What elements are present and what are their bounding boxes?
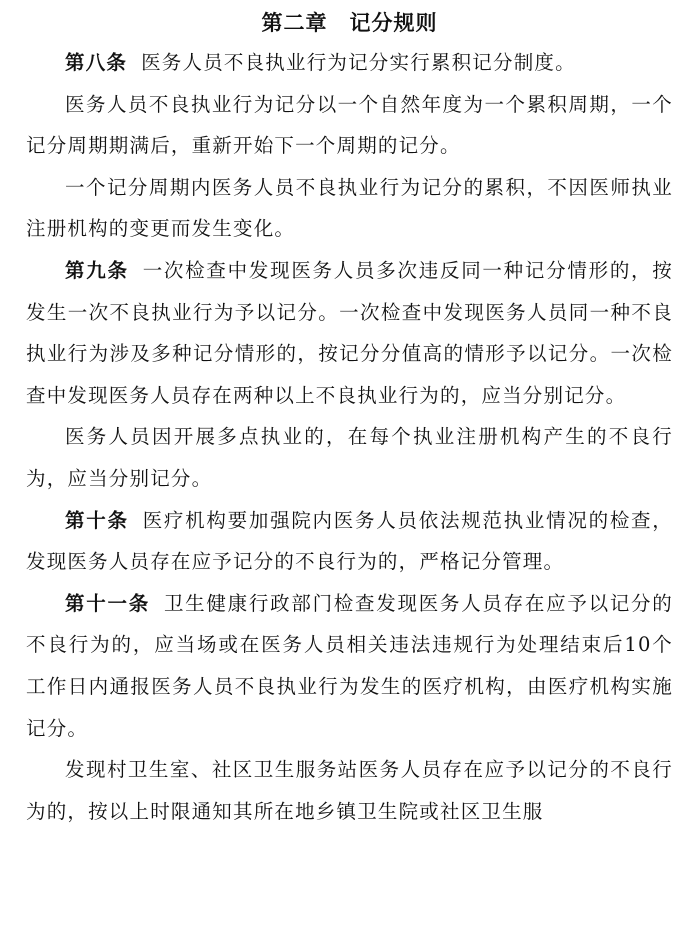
paragraph xyxy=(26,416,673,499)
article-label: 第八条 xyxy=(65,51,128,74)
chapter-title xyxy=(26,8,673,38)
article-label: 第十一条 xyxy=(65,591,150,615)
paragraph-text: 一次检查中发现医务人员多次违反同一种记分情形的，按发生一次不良执业行为予以记分。一次检查中发现医务人员同一种不良执业行为涉及多种记分情形的，按记分分值高的情形予以记分。一次检查中发现医务人员存在两种以上不良执业行为的，应当分别记分。 xyxy=(26,258,673,407)
article-label: 第十条 xyxy=(65,508,129,532)
paragraph xyxy=(26,749,673,832)
paragraph-article-11 xyxy=(26,583,673,749)
paragraph-text: 卫生健康行政部门检查发现医务人员存在应予以记分的不良行为的，应当场或在医务人员相关违法违规行为处理结束后10个工作日内通报医务人员不良执业行为发生的医疗机构，由医疗机构实施记分。 xyxy=(26,591,673,740)
paragraph-article-10 xyxy=(26,500,673,583)
paragraph xyxy=(26,167,673,250)
paragraph-text: 医务人员不良执业行为记分以一个自然年度为一个累积周期，一个记分周期期满后，重新开始下一个周期的记分。 xyxy=(26,92,673,158)
paragraph-text: 一个记分周期内医务人员不良执业行为记分的累积，不因医师执业注册机构的变更而发生变化。 xyxy=(26,175,673,241)
paragraph-text: 医疗机构要加强院内医务人员依法规范执业情况的检查，发现医务人员存在应予记分的不良行为的，严格记分管理。 xyxy=(26,508,673,574)
chapter-name: 记分规则 xyxy=(349,11,438,35)
paragraph-text: 医务人员因开展多点执业的，在每个执业注册机构产生的不良行为，应当分别记分。 xyxy=(26,425,673,490)
article-label: 第九条 xyxy=(65,258,129,282)
paragraph-text: 医务人员不良执业行为记分实行累积记分制度。 xyxy=(141,51,576,74)
paragraph xyxy=(26,84,673,167)
paragraph-article-9 xyxy=(26,250,673,416)
paragraph-article-8 xyxy=(26,42,673,84)
paragraph-text: 发现村卫生室、社区卫生服务站医务人员存在应予以记分的不良行为的，按以上时限通知其所在地乡镇卫生院或社区卫生服 xyxy=(26,758,673,823)
chapter-number: 第二章 xyxy=(261,11,328,35)
